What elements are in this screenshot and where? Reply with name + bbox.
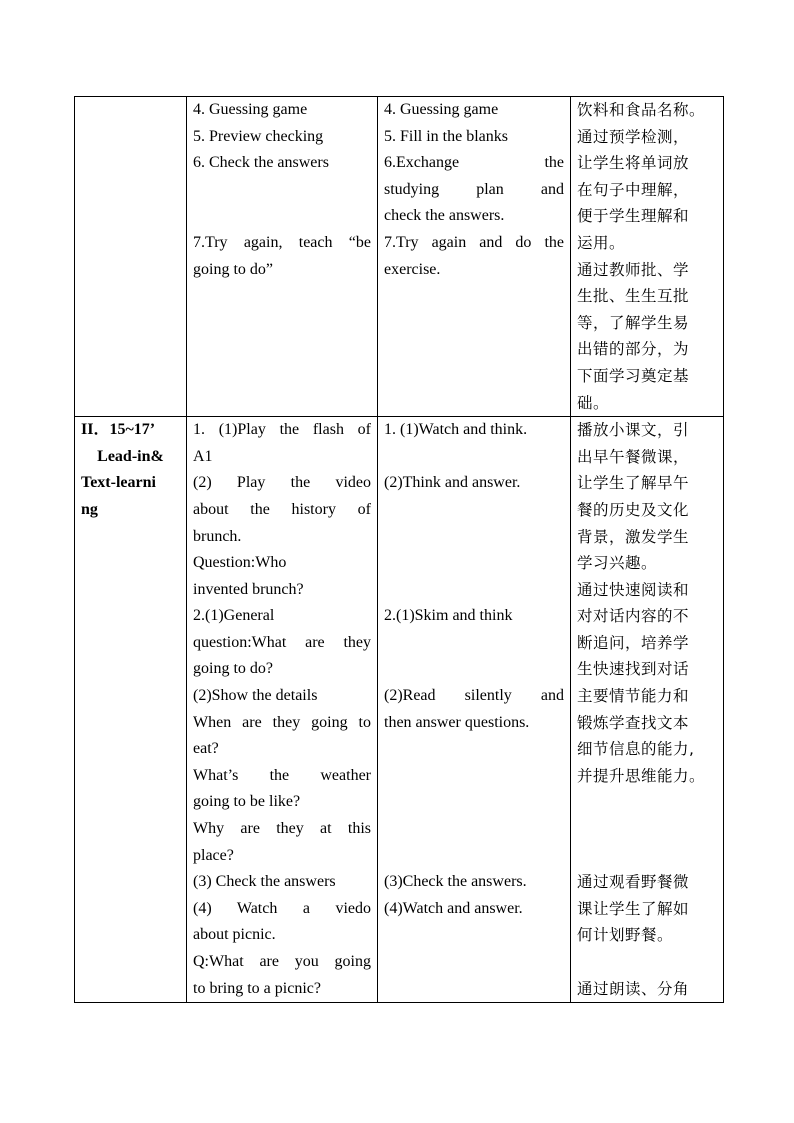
text-line: 便于学生理解和 — [577, 207, 690, 226]
text-line: 通过教师批、学 — [577, 260, 690, 279]
text-line: 1. (1)Play the flash of — [193, 421, 371, 439]
text-line: 等，了解学生易 — [577, 313, 690, 332]
text-line: 通过快速阅读和 — [577, 580, 690, 599]
text-line — [193, 203, 371, 230]
text-line: Q:What are you going — [193, 953, 371, 970]
text-line: going to be like? — [193, 793, 301, 811]
text-line — [384, 976, 564, 1003]
text-line: 何计划野餐。 — [577, 926, 674, 945]
student-activity-cell — [378, 97, 571, 417]
text-line: about the history of — [193, 500, 371, 518]
text-line: 4. Guessing game — [384, 101, 499, 118]
text-line: 生批、生生互批 — [577, 287, 690, 306]
text-line: (4) Watch a viedo — [193, 899, 371, 917]
text-line — [384, 789, 564, 816]
table-row — [75, 97, 724, 417]
text-line: 播放小课文，引 — [577, 421, 690, 440]
text-line: Why are they at this — [193, 820, 371, 838]
text-line: 5. Fill in the blanks — [384, 127, 508, 145]
text-line — [577, 843, 717, 870]
text-line: 7.Try again, teach “be — [193, 233, 371, 251]
text-line: 通过预学检测， — [577, 127, 690, 146]
text-line: 7.Try again and do the — [384, 233, 564, 251]
text-line: brunch. — [193, 527, 242, 545]
text-line — [384, 922, 564, 949]
text-line: eat? — [193, 740, 219, 758]
text-line: 饮料和食品名称。 — [577, 101, 706, 119]
text-line — [384, 497, 564, 524]
text-line: 下面学习奠定基 — [577, 366, 690, 385]
text-line: exercise. — [384, 260, 441, 278]
text-line: going to do? — [193, 660, 273, 678]
text-line: to bring to a picnic? — [193, 979, 321, 997]
text-line: 出错的部分，为 — [577, 340, 690, 359]
text-line: 6. Check the answers — [193, 154, 329, 172]
stage-cell — [75, 97, 187, 417]
text-line: 出早午餐微课， — [577, 447, 690, 466]
text-line: 运用。 — [577, 233, 626, 252]
text-line: 1. (1)Watch and think. — [384, 421, 528, 439]
text-line: 2.(1)General — [193, 607, 275, 625]
text-line: A1 — [193, 447, 213, 465]
teacher-activity-cell — [187, 97, 378, 417]
text-line: then answer questions. — [384, 713, 530, 731]
text-line — [384, 630, 564, 657]
text-line: 主要情节能力和 — [577, 687, 690, 706]
text-line — [193, 177, 371, 204]
design-purpose-cell — [571, 417, 724, 1003]
table-row — [75, 417, 724, 1003]
text-line: 细节信息的能力, — [577, 740, 695, 759]
text-line: 通过朗读、分角 — [577, 979, 690, 998]
text-line: 课让学生了解如 — [577, 899, 690, 918]
text-line: 并提升思维能力。 — [577, 766, 706, 785]
text-line — [577, 949, 717, 976]
text-line: (2)Think and answer. — [384, 474, 521, 492]
text-line: (3) Check the answers — [193, 873, 336, 891]
text-line: place? — [193, 846, 234, 864]
text-line: (2) Play the video — [193, 474, 371, 492]
text-line: 生快速找到对话 — [577, 660, 690, 679]
text-line: 通过观看野餐微 — [577, 873, 690, 892]
text-line — [384, 577, 564, 604]
stage-title: Text-learni — [81, 474, 156, 492]
text-line: 让学生将单词放 — [577, 154, 690, 173]
text-line — [384, 949, 564, 976]
text-line: When are they going to — [193, 713, 371, 731]
stage-cell — [75, 417, 187, 1003]
stage-title: II．15~17’ — [81, 421, 156, 439]
text-line: (4)Watch and answer. — [384, 899, 523, 917]
stage-title: Lead-in& — [97, 447, 164, 465]
text-line: 学习兴趣。 — [577, 554, 658, 573]
text-line: studying plan and — [384, 180, 564, 198]
text-line: 对对话内容的不 — [577, 607, 690, 626]
text-line: 2.(1)Skim and think — [384, 607, 513, 625]
text-line — [384, 816, 564, 843]
text-line: about picnic. — [193, 926, 276, 944]
text-line: 餐的历史及文化 — [577, 500, 690, 519]
text-line: What’s the weather — [193, 766, 371, 784]
text-line — [384, 656, 564, 683]
text-line: 4. Guessing game — [193, 101, 308, 118]
text-line — [384, 444, 564, 471]
text-line: 在句子中理解， — [577, 180, 690, 199]
text-line: (3)Check the answers. — [384, 873, 527, 891]
text-line — [577, 789, 717, 816]
text-line — [384, 736, 564, 763]
text-line: Question:Who — [193, 554, 287, 572]
text-line — [577, 816, 717, 843]
text-line: 背景，激发学生 — [577, 527, 690, 546]
text-line: 让学生了解早午 — [577, 474, 690, 493]
text-line: check the answers. — [384, 207, 505, 225]
teacher-activity-cell — [187, 417, 378, 1003]
text-line — [384, 550, 564, 577]
text-line: 6.Exchange the — [384, 154, 564, 172]
text-line — [384, 524, 564, 551]
text-line: 础。 — [577, 393, 610, 412]
text-line: (2)Show the details — [193, 687, 318, 705]
text-line: going to do” — [193, 260, 273, 278]
text-line: question:What are they — [193, 633, 371, 651]
design-purpose-cell — [571, 97, 724, 417]
text-line: invented brunch? — [193, 580, 304, 598]
text-line — [384, 843, 564, 870]
student-activity-cell — [378, 417, 571, 1003]
text-line: 锻炼学查找文本 — [577, 713, 690, 732]
lesson-plan-table — [74, 96, 724, 1003]
text-line: 断追问，培养学 — [577, 633, 690, 652]
text-line — [384, 763, 564, 790]
text-line: (2)Read silently and — [384, 687, 564, 705]
stage-title: ng — [81, 500, 98, 518]
text-line: 5. Preview checking — [193, 127, 324, 145]
